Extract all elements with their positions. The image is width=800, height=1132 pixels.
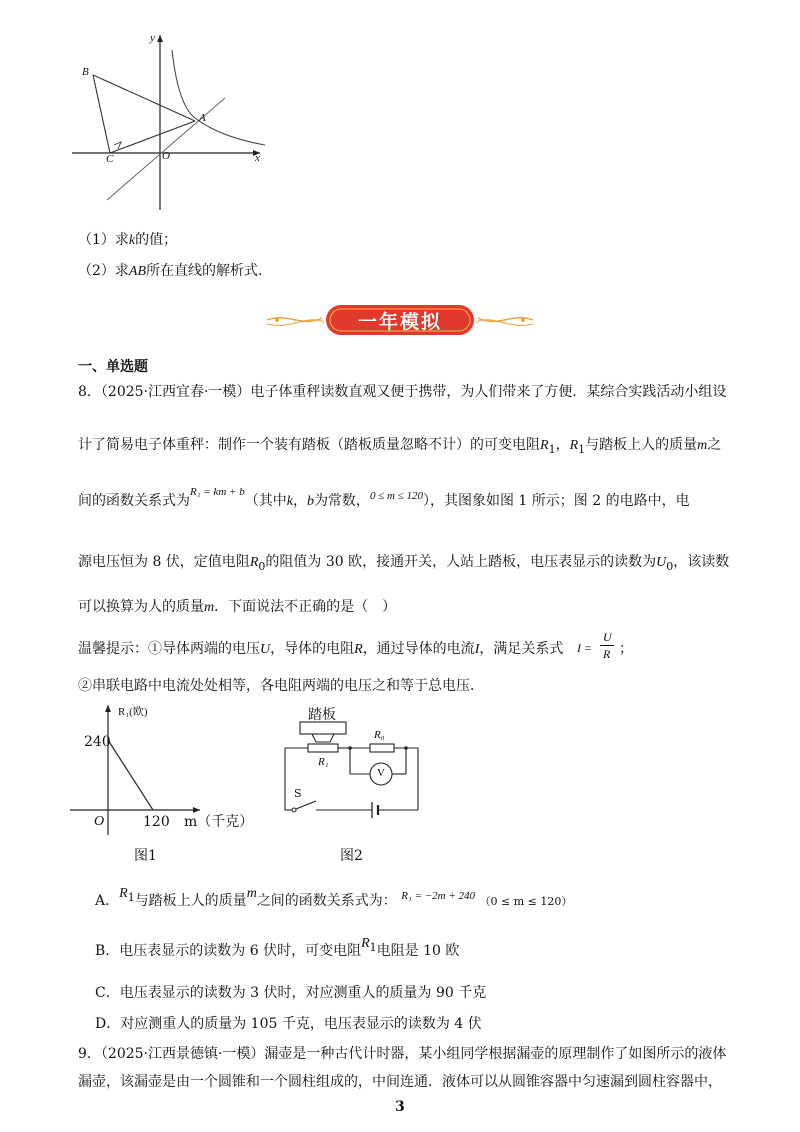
fig1-x-label: m（千克） <box>184 814 254 830</box>
fig2-caption: 图2 <box>340 848 363 864</box>
fig2-voltmeter-label: V <box>377 767 385 779</box>
q8-line-1: 8．（2025·江西宜春·一模）电子体重秤读数直观又便于携带，为人们带来了方便．某综合实践活动小组设 <box>78 384 727 400</box>
q8-line-5: 可以换算为人的质量m．下面说法不正确的是（ ） <box>78 599 397 615</box>
q8-option-d: D．对应测重人的质量为 105 千克，电压表显示的读数为 4 伏 <box>95 1016 482 1032</box>
figure-2-circuit <box>280 700 430 820</box>
prev-question-2: （2）求AB所在直线的解析式. <box>78 263 263 279</box>
fig2-r0-label: R₀ <box>374 729 385 741</box>
banner-title: 一年模拟 <box>357 311 442 333</box>
q9-line-1: 9．（2025·江西景德镇·一模）漏壶是一种古代计时器，某小组同学根据漏壶的原理制作了如图所示的液体 <box>78 1046 727 1062</box>
q8-option-c: C．电压表显示的读数为 3 伏时，对应测重人的质量为 90 千克 <box>95 985 487 1001</box>
q8-line-3: 间的函数关系式为$^{R_1 = km + b}$（其中k，b为常数，$^{0 \le m \le 120}$），其图象如图 1 所示；图 2 的电路中，电 <box>78 486 690 509</box>
q8-hint-1-end: ； <box>619 641 633 657</box>
fig1-caption: 图1 <box>134 848 157 864</box>
q8-line-4: 源电压恒为 8 伏，定值电阻$R_0$的阻值为 30 欧，接通开关，人站上踏板，电压表显示的读数为$U_0$，该读数 <box>78 554 730 573</box>
q8-line-2: 计了简易电子体重秤：制作一个装有踏板（踏板质量忽略不计）的可变电阻$R_1$，$R_1$与踏板上人的质量m之 <box>78 437 722 456</box>
fig2-pedal-label: 踏板 <box>308 707 336 723</box>
fig2-switch-label: S <box>294 787 302 800</box>
point-c-label: C <box>106 153 114 165</box>
origin-label: O <box>162 150 170 162</box>
q8-hint-2: ②串联电路中电流处处相等，各电阻两端的电压之和等于总电压． <box>78 678 484 694</box>
point-b-label: B <box>82 66 89 78</box>
x-axis-label: x <box>255 152 260 164</box>
prev-question-1: （1）求k的值； <box>78 232 178 248</box>
q8-option-a: A．$R_1$与踏板上人的质量m之间的函数关系式为： $^{R_1 = -2m + 240}$ （0 ≤ m ≤ 120） <box>95 886 573 909</box>
fig1-x-tick: 120 <box>143 814 170 830</box>
q8-option-b: B．电压表显示的读数为 6 伏时，可变电阻$R_1$电阻是 10 欧 <box>95 936 460 959</box>
fig1-origin: O <box>94 814 105 829</box>
fig2-r1-label: R₁ <box>318 756 329 768</box>
y-axis-label: y <box>150 32 155 44</box>
point-a-label: A <box>199 112 206 124</box>
q9-line-2: 漏壶，该漏壶是由一个圆锥和一个圆柱组成的，中间连通．液体可以从圆锥容器中匀速漏到圆柱容器中， <box>78 1074 722 1090</box>
section-title: 一、单选题 <box>78 359 148 375</box>
q8-hint-1: 温馨提示：①导体两端的电压U，导体的电阻R，通过导体的电流I，满足关系式 <box>78 641 564 657</box>
fig1-y-tick: 240 <box>84 734 111 750</box>
hyperbola-graph <box>60 25 280 215</box>
page-number: 3 <box>395 1099 405 1115</box>
fig1-y-label: R₁(欧) <box>118 706 148 718</box>
